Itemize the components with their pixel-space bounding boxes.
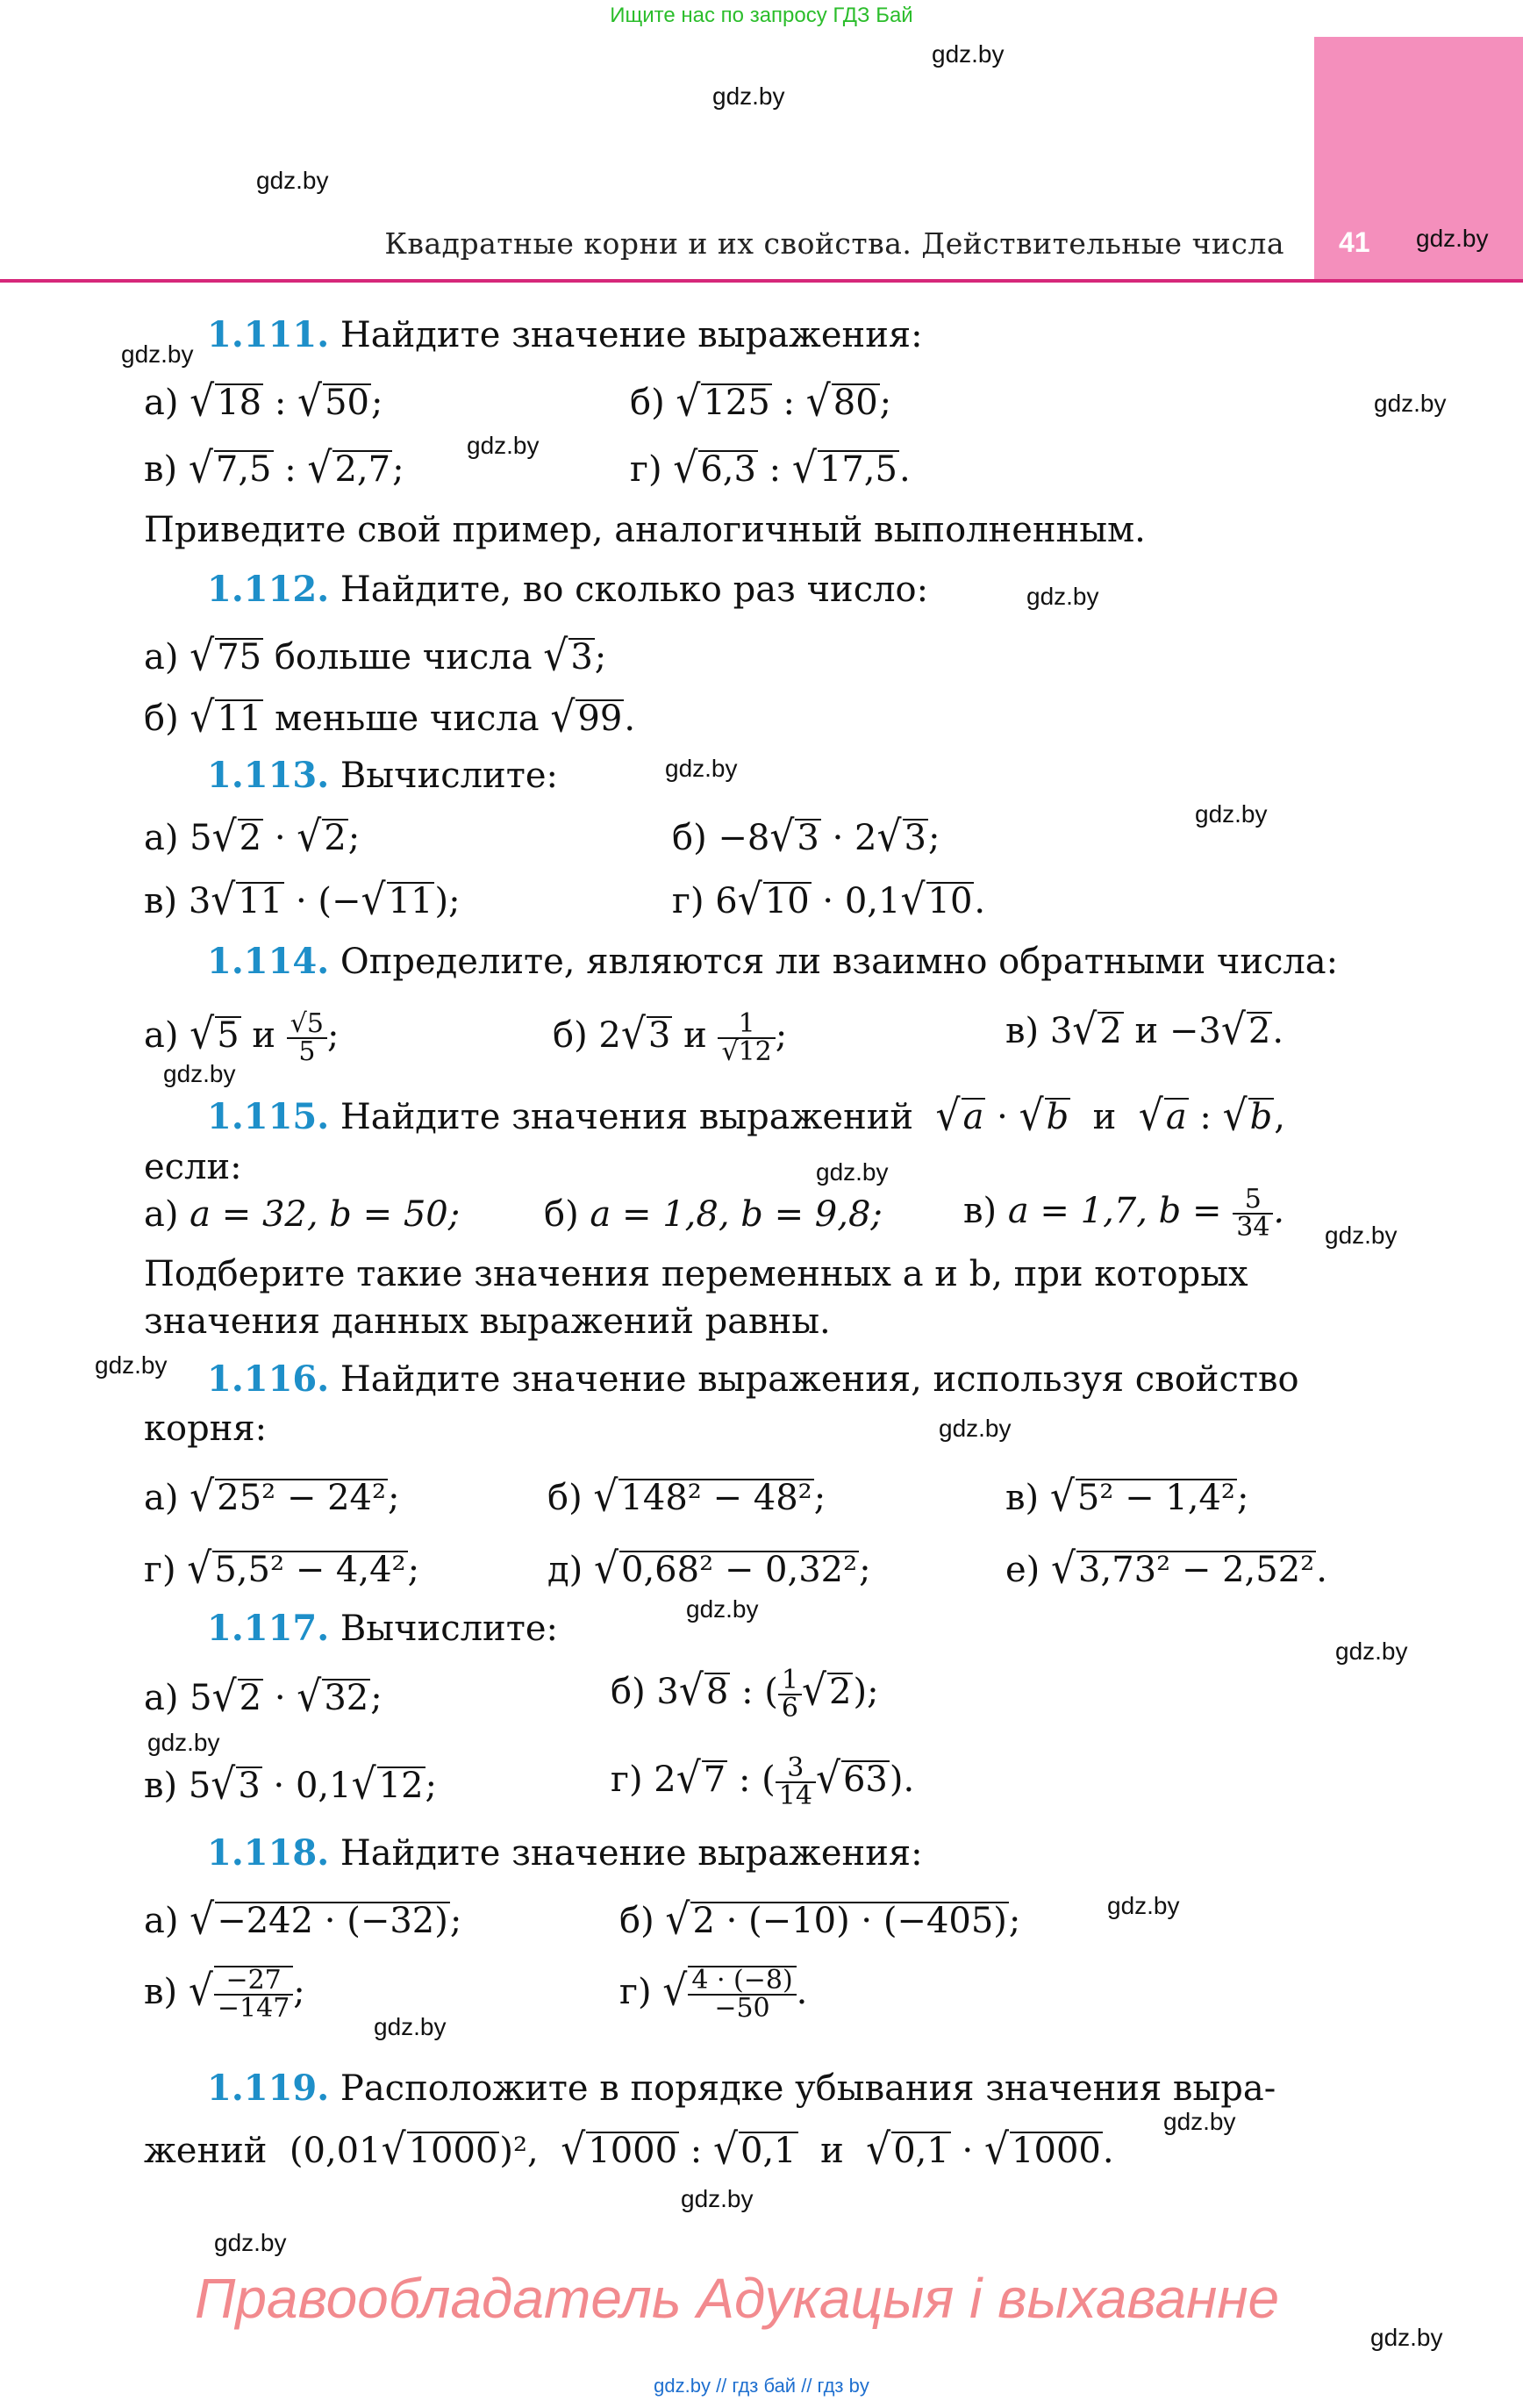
item-label: в): [963, 1191, 997, 1231]
exercise-1-116-g: г) √5,5² − 4,4²;: [144, 1544, 420, 1594]
exercise-1-117-v: в) 5√3 · 0,1√12;: [144, 1759, 438, 1810]
item-label: е): [1005, 1550, 1040, 1590]
exercise-1-117-heading: [207, 1608, 558, 1649]
exercise-1-114-a: а) √5 и $\frac{√5}{5}$ ;: [144, 1008, 340, 1067]
exercise-1-112-heading: [207, 569, 929, 610]
coefficient: 5: [188, 1766, 211, 1806]
item-label: б): [630, 383, 665, 423]
radicand: 99: [577, 699, 623, 739]
item-label: б): [547, 1478, 583, 1518]
exercise-1-118-b: б) √2 · (−10) · (−405);: [619, 1895, 1021, 1945]
exercise-1-116-v: в) √5² − 1,4²;: [1005, 1472, 1249, 1522]
radicand: 1000: [1012, 2131, 1101, 2171]
radicand: 0,1: [893, 2131, 949, 2171]
item-label: а): [144, 1194, 179, 1235]
radicand: 32: [324, 1678, 369, 1718]
exercise-number: 1.115.: [207, 1096, 330, 1137]
exercise-1-114-heading: [207, 941, 1339, 982]
fraction: $\frac{3}{14}$: [776, 1755, 816, 1810]
exercise-1-113-b: б) −8√3 · 2√3;: [672, 812, 940, 862]
exercise-1-116-b: б) √148² − 48²;: [547, 1472, 826, 1522]
watermark: gdz.by: [681, 2185, 754, 2212]
exercise-1-113-heading: [207, 755, 558, 796]
radicand: 5,5² − 4,4²: [214, 1550, 406, 1590]
header-rule: [0, 279, 1523, 283]
watermark: gdz.by: [686, 1595, 759, 1623]
radicand: 2: [239, 1678, 262, 1718]
radicand: 7: [703, 1759, 726, 1800]
radicand: 10: [927, 881, 973, 921]
item-label: г): [611, 1759, 643, 1800]
exercise-1-113-a: а) 5√2 · √2;: [144, 812, 361, 862]
conjunction: и: [1134, 1011, 1159, 1051]
conjunction: и: [820, 2131, 844, 2171]
coefficient: 2: [654, 1759, 676, 1800]
exercise-1-114-b: б) 2√3 и $\frac{1}{√12}$ ;: [553, 1008, 788, 1067]
exercise-text: Вычислите:: [340, 1609, 558, 1649]
watermark: gdz.by: [1416, 225, 1489, 252]
coefficient: −8: [718, 818, 770, 858]
exercise-1-117-a: а) 5√2 · √32;: [144, 1672, 383, 1722]
item-label: б): [553, 1015, 588, 1056]
radicand: 11: [388, 881, 433, 921]
exercise-1-111-note: Приведите свой пример, аналогичный выполненным.: [144, 510, 1146, 550]
item-label: а): [144, 383, 179, 423]
exercise-text: Найдите значение выражения:: [340, 315, 923, 355]
radicand: 7,5: [215, 449, 272, 490]
radicand: 148² − 48²: [620, 1478, 812, 1518]
top-banner: Ищите нас по запросу ГДЗ Бай: [610, 4, 913, 27]
exercise-1-114-v: в) 3√2 и −3√2.: [1005, 1005, 1284, 1055]
watermark: gdz.by: [816, 1158, 889, 1186]
coefficient: 2: [854, 818, 877, 858]
item-label: д): [547, 1550, 583, 1590]
coefficient: 0,1: [844, 881, 901, 921]
running-header: Квадратные корни и их свойства. Действительные числа: [384, 226, 1284, 261]
exercise-1-116-e: е) √3,73² − 2,52².: [1005, 1544, 1327, 1594]
item-label: в): [1005, 1478, 1040, 1518]
item-label: г): [619, 1972, 652, 2012]
radicand: 2: [1099, 1011, 1122, 1051]
exercise-1-118-g: г) √ $\frac{4 \cdot (-8)}{-50}$ .: [619, 1965, 808, 2024]
radicand: 2: [324, 818, 347, 858]
radicand: 75: [217, 637, 262, 677]
item-text: больше числа: [274, 637, 533, 677]
item-text: меньше числа: [275, 699, 540, 739]
exercise-text: Определите, являются ли взаимно обратными числа:: [340, 942, 1339, 982]
exercise-1-118-heading: [207, 1832, 923, 1874]
radicand: 3: [904, 818, 926, 858]
item-values: a = 32, b = 50;: [189, 1194, 461, 1235]
exercise-text: Найдите значение выражения, используя свойство: [340, 1359, 1299, 1400]
radicand: 50: [325, 383, 369, 423]
radicand: 63: [842, 1759, 888, 1800]
watermark: gdz.by: [95, 1351, 168, 1379]
item-label: б): [672, 818, 707, 858]
radicand: 1000: [588, 2131, 678, 2171]
fraction: $\frac{1}{6}$: [778, 1667, 802, 1722]
item-values: a = 1,7, b =: [1007, 1191, 1222, 1231]
coefficient: 0,01: [303, 2131, 382, 2171]
item-label: а): [144, 637, 179, 677]
radicand: [688, 1966, 796, 2022]
radicand: 2,7: [334, 449, 391, 490]
radicand: 11: [238, 881, 283, 921]
watermark: gdz.by: [1374, 390, 1447, 417]
item-label: г): [672, 881, 704, 921]
exercise-1-115-note-1: Подберите такие значения переменных a и b, при которых: [144, 1254, 1248, 1294]
exercise-1-116-cont: корня:: [144, 1408, 268, 1449]
watermark: gdz.by: [121, 340, 194, 368]
radicand: 3: [797, 818, 819, 858]
exercise-1-111-b: б) √125 : √80;: [630, 376, 892, 426]
item-label: в): [144, 881, 178, 921]
radicand: 18: [217, 383, 262, 423]
radicand: [214, 1966, 293, 2022]
watermark: gdz.by: [1335, 1638, 1408, 1665]
radicand: 2: [1248, 1011, 1271, 1051]
radicand: 6,3: [700, 449, 756, 490]
radicand: 2 · (−10) · (−405): [692, 1901, 1007, 1941]
item-label: б): [144, 699, 179, 739]
page-number: 41: [1339, 226, 1370, 258]
item-label: г): [144, 1550, 176, 1590]
exercise-text: Вычислите:: [340, 756, 558, 796]
watermark: gdz.by: [1107, 1892, 1180, 1919]
radicand: 10: [764, 881, 810, 921]
exercise-1-118-v: в) √ $\frac{-27}{-147}$ ;: [144, 1965, 305, 2024]
exercise-text: Найдите значение выражения:: [340, 1833, 923, 1874]
watermark: gdz.by: [147, 1729, 220, 1756]
radicand: −242 · (−32): [217, 1901, 448, 1941]
watermark: gdz.by: [1370, 2324, 1443, 2351]
fraction: $\frac{1}{√12}$: [718, 1011, 775, 1065]
item-label: в): [1005, 1011, 1040, 1051]
radicand: 12: [378, 1766, 424, 1806]
exercise-number: 1.116.: [207, 1358, 330, 1400]
exercise-text: Найдите значения выражений: [340, 1097, 914, 1137]
exercise-text: Расположите в порядке убывания значения выра-: [340, 2068, 1276, 2109]
exercise-1-115-cont: если:: [144, 1147, 242, 1187]
fraction: $\frac{-27}{-147}$: [214, 1967, 293, 2022]
item-label: б): [544, 1194, 579, 1235]
radicand: 8: [705, 1672, 729, 1712]
radicand: 3: [238, 1766, 261, 1806]
exercise-number: 1.114.: [207, 941, 330, 982]
exercise-1-113-g: г) 6√10 · 0,1√10.: [672, 875, 986, 925]
radicand: 80: [833, 383, 878, 423]
watermark: gdz.by: [374, 2013, 447, 2040]
item-label: г): [630, 449, 662, 490]
item-label: а): [144, 1478, 179, 1518]
exercise-1-115-note-2: значения данных выражений равны.: [144, 1301, 831, 1342]
fraction: $\frac{4 \cdot (-8)}{-50}$: [688, 1967, 796, 2022]
copyright-footer: Правообладатель Адукацыя і выхаванне: [195, 2267, 1280, 2330]
radicand: 11: [217, 699, 262, 739]
exercise-text: жений: [144, 2131, 268, 2171]
exercise-number: 1.111.: [207, 314, 330, 355]
item-values: a = 1,8, b = 9,8;: [590, 1194, 883, 1235]
conjunction: и: [252, 1015, 276, 1056]
exercise-1-115-v: в) a = 1,7, b = $\frac{5}{34}$ .: [963, 1184, 1285, 1243]
coefficient: 0,1: [295, 1766, 352, 1806]
fraction: $\frac{5}{34}$: [1233, 1186, 1273, 1241]
radicand: 5: [217, 1015, 240, 1056]
radicand: 0,1: [740, 2131, 797, 2171]
item-label: а): [144, 818, 179, 858]
radicand: 17,5: [819, 449, 897, 490]
watermark: gdz.by: [1195, 800, 1268, 828]
watermark: gdz.by: [665, 755, 738, 782]
exercise-number: 1.117.: [207, 1608, 330, 1649]
exercise-1-111-a: а) √18 : √50;: [144, 376, 383, 426]
conjunction: и: [683, 1015, 707, 1056]
exercise-1-118-a: а) √−242 · (−32);: [144, 1895, 462, 1945]
coefficient: 2: [598, 1015, 621, 1056]
watermark: gdz.by: [256, 167, 329, 194]
item-label: б): [611, 1672, 646, 1712]
footer-links[interactable]: gdz.by // гдз бай // гдз by: [654, 2375, 869, 2397]
radicand: 2: [239, 818, 262, 858]
exercise-1-111-v: в) √7,5 : √2,7;: [144, 443, 404, 493]
exercise-text: Найдите, во сколько раз число:: [340, 570, 929, 610]
exercise-1-115-b: [544, 1194, 883, 1235]
exercise-1-116-a: а) √25² − 24²;: [144, 1472, 400, 1522]
exercise-number: 1.119.: [207, 2068, 330, 2109]
radicand: 3: [570, 637, 593, 677]
watermark: gdz.by: [932, 40, 1005, 68]
watermark: gdz.by: [163, 1060, 236, 1087]
item-label: а): [144, 1678, 179, 1718]
coefficient: 3: [188, 881, 211, 921]
item-label: а): [144, 1015, 179, 1056]
item-label: в): [144, 1972, 178, 2012]
exercise-1-119-expressions: жений (0,01√1000)², √1000 : √0,1 и √0,1 · √1000.: [144, 2125, 1114, 2175]
radicand: 3: [647, 1015, 671, 1056]
exercise-1-112-b: б) √11 меньше числа √99.: [144, 692, 636, 742]
exercise-1-119-heading: [207, 2068, 1276, 2109]
radicand: 1000: [408, 2131, 498, 2171]
exercise-1-113-v: в) 3√11 · (−√11);: [144, 875, 461, 925]
exercise-1-111-heading: [207, 314, 923, 355]
radicand: 0,68² − 0,32²: [621, 1550, 858, 1590]
watermark: gdz.by: [214, 2229, 287, 2256]
exercise-1-117-g: г) 2√7 : ( $\frac{3}{14}$ √63).: [611, 1752, 915, 1811]
item-label: в): [144, 1766, 178, 1806]
coefficient: 3: [1049, 1011, 1073, 1051]
item-label: а): [144, 1901, 179, 1941]
watermark: gdz.by: [939, 1415, 1012, 1442]
exercise-1-116-d: д) √0,68² − 0,32²;: [547, 1544, 871, 1594]
exercise-number: 1.112.: [207, 569, 330, 610]
exercise-1-111-g: г) √6,3 : √17,5.: [630, 443, 911, 493]
radicand: 2: [829, 1672, 852, 1712]
item-label: в): [144, 449, 178, 490]
coefficient: 5: [189, 818, 212, 858]
watermark: gdz.by: [467, 432, 540, 459]
coefficient: −3: [1169, 1011, 1221, 1051]
radicand: 25² − 24²: [217, 1478, 387, 1518]
watermark: gdz.by: [1026, 583, 1099, 610]
exercise-1-112-a: а) √75 больше числа √3;: [144, 631, 607, 681]
exercise-1-115-heading: 1.115. Найдите значения выражений √a · √b и √a : √b,: [207, 1091, 1285, 1141]
exercise-1-117-b: б) 3√8 : ( $\frac{1}{6}$ √2);: [611, 1665, 879, 1724]
coefficient: 5: [189, 1678, 212, 1718]
radicand: 3,73² − 2,52²: [1078, 1550, 1315, 1590]
radicand: 125: [703, 383, 770, 423]
watermark: gdz.by: [1163, 2108, 1236, 2135]
coefficient: 6: [715, 881, 738, 921]
watermark: gdz.by: [1325, 1222, 1398, 1249]
exercise-number: 1.113.: [207, 755, 330, 796]
watermark: gdz.by: [712, 82, 785, 110]
item-label: б): [619, 1901, 654, 1941]
exercise-number: 1.118.: [207, 1832, 330, 1874]
radicand: 5² − 1,4²: [1076, 1478, 1235, 1518]
exercise-1-116-heading: [207, 1358, 1299, 1400]
fraction: $\frac{√5}{5}$: [287, 1011, 327, 1065]
coefficient: 3: [656, 1672, 679, 1712]
exercise-1-115-a: [144, 1194, 461, 1235]
